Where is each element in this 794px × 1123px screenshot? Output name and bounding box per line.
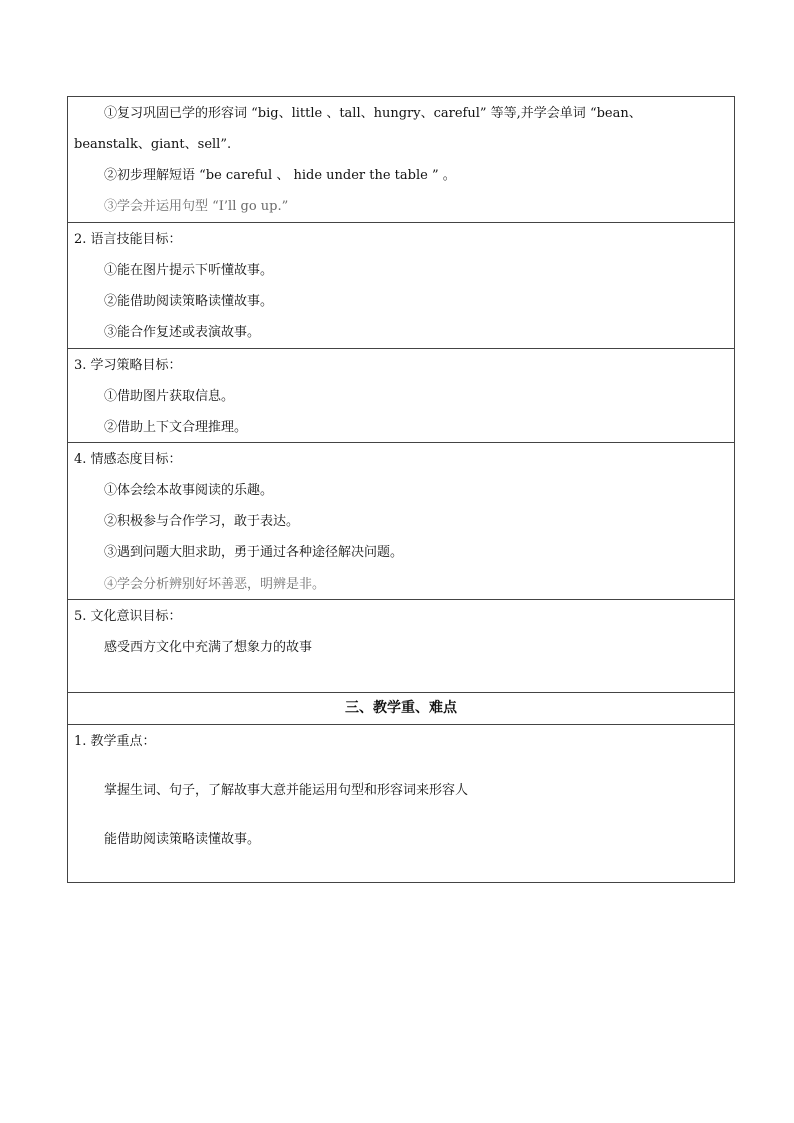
section-title: 2. 语言技能目标：	[74, 232, 182, 247]
list-item: ④学会分析辨别好坏善恶，明辨是非。	[104, 577, 326, 592]
goal-line-2: beanstalk、giant、sell”.	[74, 137, 232, 152]
list-item: ②积极参与合作学习，敢于表达。	[104, 514, 300, 529]
section-title: 5. 文化意识目标：	[74, 609, 182, 624]
list-item: ③遇到问题大胆求助，勇于通过各种途径解决问题。	[104, 545, 404, 560]
list-item: ②能借助阅读策略读懂故事。	[104, 294, 274, 309]
learning-strategy-cell	[68, 348, 734, 442]
goal-line-4: ③学会并运用句型 “I’ll go up.”	[104, 199, 289, 214]
key-points-cell	[68, 724, 734, 882]
cultural-awareness-cell	[68, 599, 734, 692]
list-item: ①体会绘本故事阅读的乐趣。	[104, 483, 274, 498]
key-point-line: 能借助阅读策略读懂故事。	[104, 832, 261, 847]
section-text: 感受西方文化中充满了想象力的故事	[104, 640, 313, 655]
list-item: ①借助图片获取信息。	[104, 389, 235, 404]
list-item: ①能在图片提示下听懂故事。	[104, 263, 274, 278]
list-item: ③能合作复述或表演故事。	[104, 325, 261, 340]
emotion-attitude-cell	[68, 442, 734, 599]
language-skills-cell	[68, 222, 734, 348]
section-title: 1. 教学重点：	[74, 734, 156, 749]
key-point-line: 掌握生词、句子，了解故事大意并能运用句型和形容词来形容人	[104, 783, 469, 798]
section-heading: 三、教学重、难点	[68, 692, 734, 724]
lesson-plan-table	[67, 96, 735, 883]
knowledge-goals-cell	[68, 97, 734, 222]
goal-line-3: ②初步理解短语 “be careful 、 hide under the table ” 。	[104, 168, 456, 183]
list-item: ②借助上下文合理推理。	[104, 420, 248, 435]
section-title: 4. 情感态度目标：	[74, 452, 182, 467]
section-title: 3. 学习策略目标：	[74, 358, 182, 373]
goal-line-1: ①复习巩固已学的形容词 “big、little 、tall、hungry、careful” 等等,并学会单词 “bean、	[104, 106, 642, 121]
